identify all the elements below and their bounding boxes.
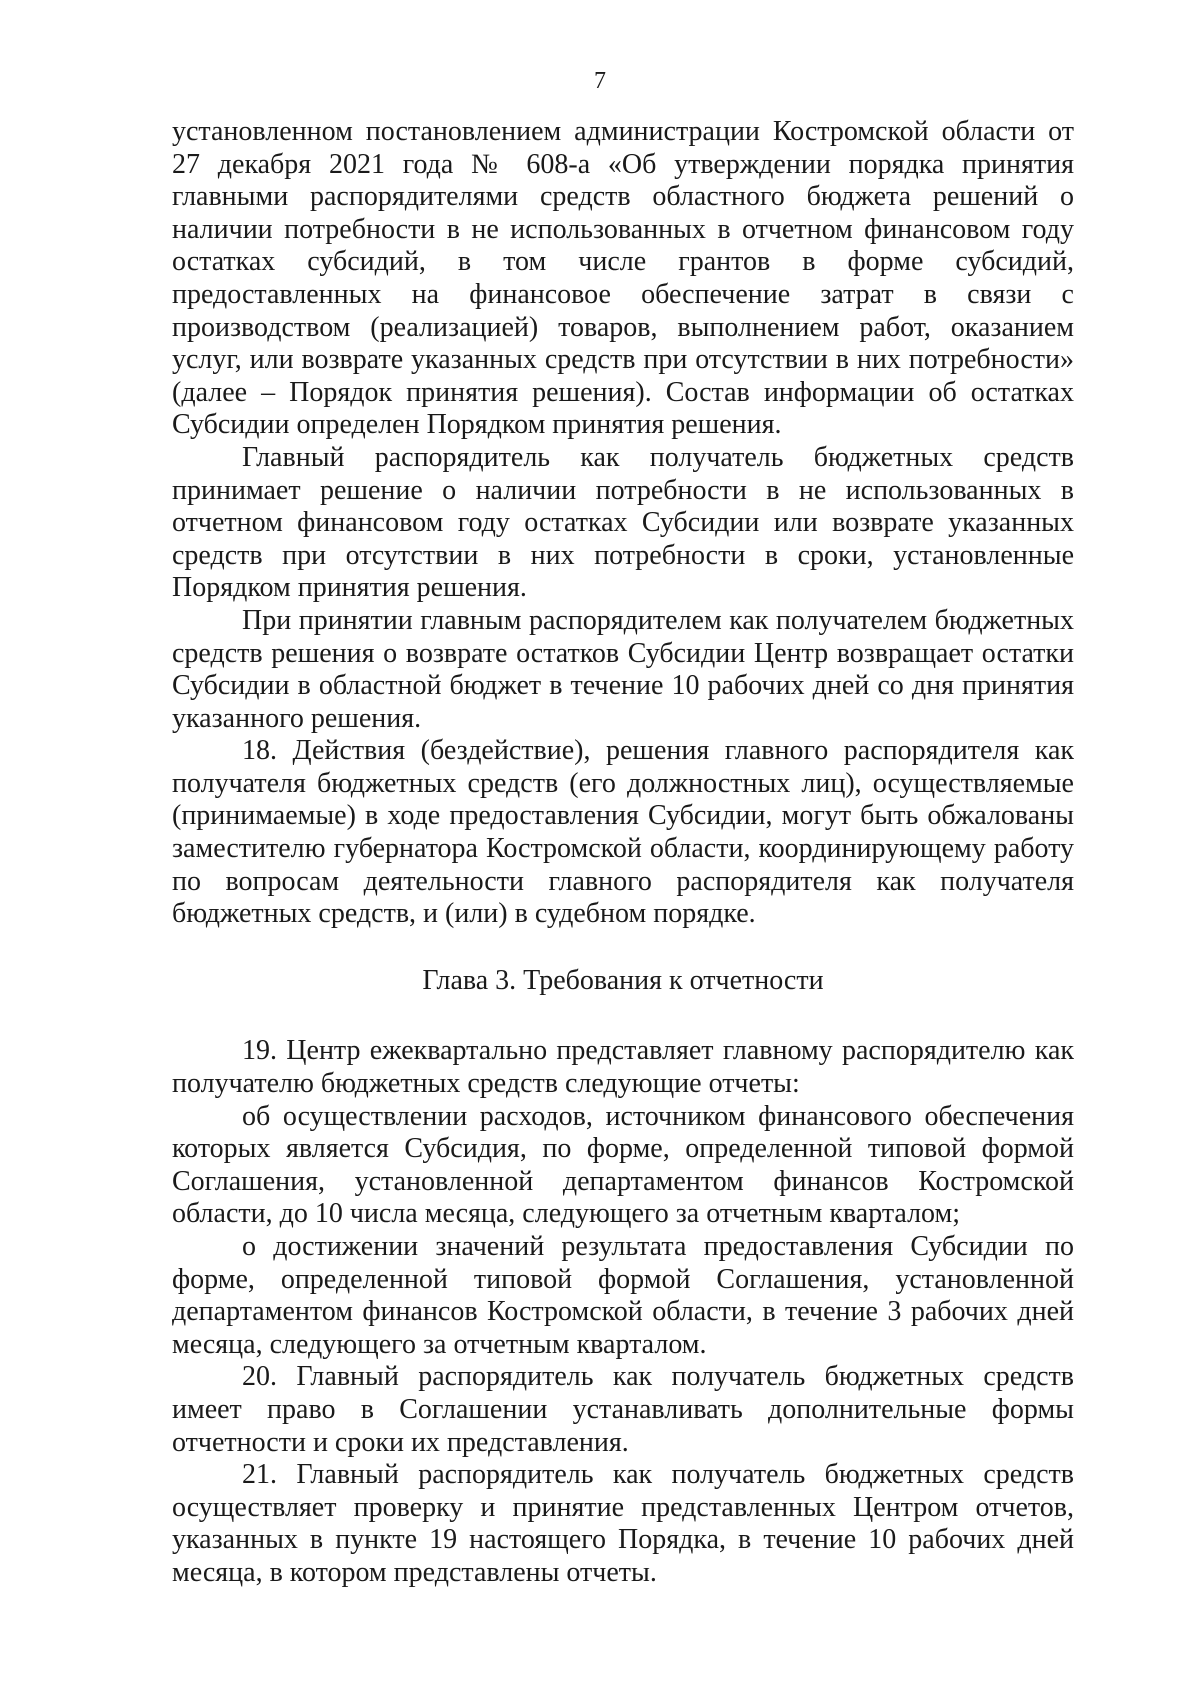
paragraph-item-19: 19. Центр ежеквартально представляет главному распорядителю как получателю бюджетных средств следующие отчеты: <box>172 1035 1074 1100</box>
paragraph-item-21: 21. Главный распорядитель как получатель бюджетных средств осуществляет проверку и принятие представленных Центром отчетов, указанных в пункте 19 настоящего Порядка, в течение 10 рабочих дней месяца, в котором представлены отчеты. <box>172 1459 1074 1588</box>
document-body <box>172 116 1074 1590</box>
paragraph-item-18: 18. Действия (бездействие), решения главного распорядителя как получателя бюджетных средств (его должностных лиц), осуществляемые (принимаемые) в ходе предоставления Субсидии, могут быть обжалованы заместителю губернатора Костромской области, координирующему работу по вопросам деятельности главного распорядителя как получателя бюджетных средств, и (или) в судебном порядке. <box>172 735 1074 930</box>
chapter-heading: Глава 3. Требования к отчетности <box>422 964 824 996</box>
page-number: 7 <box>594 68 606 94</box>
paragraph: При принятии главным распорядителем как получателем бюджетных средств решения о возврате остатков Субсидии Центр возвращает остатки Субсидии в областной бюджет в течение 10 рабочих дней со дня принятия указанного решения. <box>172 604 1074 734</box>
paragraph: Главный распорядитель как получатель бюджетных средств принимает решение о наличии потребности в не использованных в отчетном финансовом году остатках Субсидии или возврате указанных средств при отсутствии в них потребности в сроки, установленные Порядком принятия решения. <box>172 441 1074 604</box>
paragraph: о достижении значений результата предоставления Субсидии по форме, определенной типовой формой Соглашения, установленной департаментом финансов Костромской области, в течение 3 рабочих дней месяца, следующего за отчетным кварталом. <box>172 1231 1074 1360</box>
paragraph-continuation: установленном постановлением администрации Костромской области от 27 декабря 2021 года № 608-а «Об утверждении порядка принятия главными распорядителями средств областного бюджета решений о наличии потребности в не использованных в отчетном финансовом году остатках субсидий, в том числе грантов в форме субсидий, предоставленных на финансовое обеспечение затрат в связи с производством (реализацией) товаров, выполнением работ, оказанием услуг, или возврате указанных средств при отсутствии в них потребности» (далее – Порядок принятия решения). Состав информации об остатках Субсидии определен Порядком принятия решения. <box>172 116 1074 441</box>
paragraph-item-20: 20. Главный распорядитель как получатель бюджетных средств имеет право в Соглашении устанавливать дополнительные формы отчетности и сроки их представления. <box>172 1361 1074 1458</box>
paragraph: об осуществлении расходов, источником финансового обеспечения которых является Субсидия, по форме, определенной типовой формой Соглашения, установленной департаментом финансов Костромской области, до 10 числа месяца, следующего за отчетным кварталом; <box>172 1100 1074 1230</box>
